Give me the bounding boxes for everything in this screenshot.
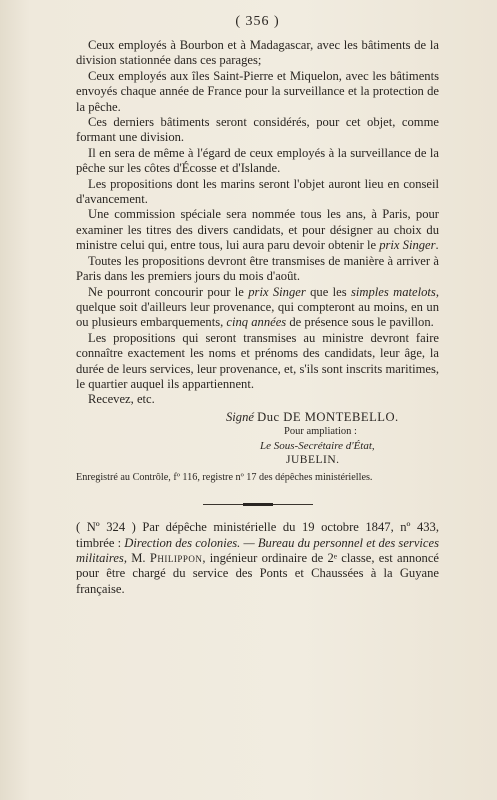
paragraph-concourir [76, 285, 439, 331]
paragraph-division: Ces derniers bâtiments seront considérés, pour cet objet, comme formant une division. [76, 115, 439, 145]
text-run: de présence sous le pavillon. [286, 315, 434, 330]
text-run: , ingénieur ordinaire de 2ᵉ classe, est annoncé pour être chargé du service des Ponts et Chaussées à la Guyane française. [76, 550, 440, 596]
text-run: que les [305, 284, 352, 299]
sous-secretaire-line: Le Sous-Secrétaire d'État, [260, 440, 375, 453]
depeche-note [76, 520, 439, 597]
paragraph-transmission: Toutes les propositions devront être transmises de manière à arriver à Paris dans les premiers jours du mois d'août. [76, 253, 439, 284]
paragraph-candidats: Les propositions qui seront transmises au ministre devront faire connaître exactement les noms et prénoms des candidats, leur âge, la durée de leurs services, leur provenance, et, s'ils sont inscrits maritimes, le quartier auquel ils appartiennent. [76, 330, 439, 391]
signature-line [226, 410, 439, 425]
note-paragraph [76, 520, 439, 597]
text-run: . [435, 238, 439, 253]
italic-simples-matelots: simples matelots [351, 284, 436, 299]
text-run: ( Nº 324 ) Par dépêche ministérielle du 19 octobre 1847, nº 433, timbrée : [76, 520, 439, 550]
text-run: , quelque soit d'ailleurs leur provenance, qui compteront au moins, en un ou plusieurs embarquements, [76, 284, 439, 330]
text-run: Ne pourront concourir pour le [88, 284, 249, 299]
paragraph-commission [76, 207, 439, 253]
divider-rule [203, 503, 313, 506]
paragraph-conseil: Les propositions dont les marins seront l'objet auront lieu en conseil d'avancement. [76, 176, 439, 207]
ampliation-line: Pour ampliation : [284, 426, 357, 438]
page-number: ( 356 ) [235, 14, 280, 29]
jubelin-name: JUBELIN. [286, 454, 340, 467]
signatory-name: Duc DE MONTEBELLO. [257, 409, 399, 424]
registration-note: Enregistré au Contrôle, fº 116, registre nº 17 des dépêches ministérielles. [76, 472, 373, 484]
italic-prix-singer: prix Singer [379, 238, 436, 253]
divider-center-bar [243, 503, 273, 506]
paragraph-recevez: Recevez, etc. [88, 392, 155, 407]
italic-cinq-annees: cinq années [226, 315, 287, 330]
person-name: Philippon [149, 550, 203, 565]
paragraph-ecosse: Il en sera de même à l'égard de ceux employés à la surveillance de la pêche sur les côtes d'Écosse et d'Islande. [76, 145, 439, 176]
italic-prix-singer: prix Singer [248, 284, 306, 299]
text-run: , M. [123, 550, 150, 565]
italic-direction: Direction des colonies. — Bureau du personnel et des services militaires [76, 535, 439, 565]
paragraph-saint-pierre: Ceux employés aux îles Saint-Pierre et Miquelon, avec les bâtiments envoyés chaque année de France pour la surveillance et la protection de la pêche. [76, 68, 439, 114]
paragraph-bourbon: Ceux employés à Bourbon et à Madagascar, avec les bâtiments de la division stationnée dans ces parages; [76, 38, 439, 68]
text-run: Une commission spéciale sera nommée tous les ans, à Paris, pour examiner les titres des divers candidats, et pour désigner au choix du ministre celui qui, entre tous, lui aura paru devoir obtenir le [76, 207, 439, 253]
signe-label: Signé [226, 409, 254, 424]
